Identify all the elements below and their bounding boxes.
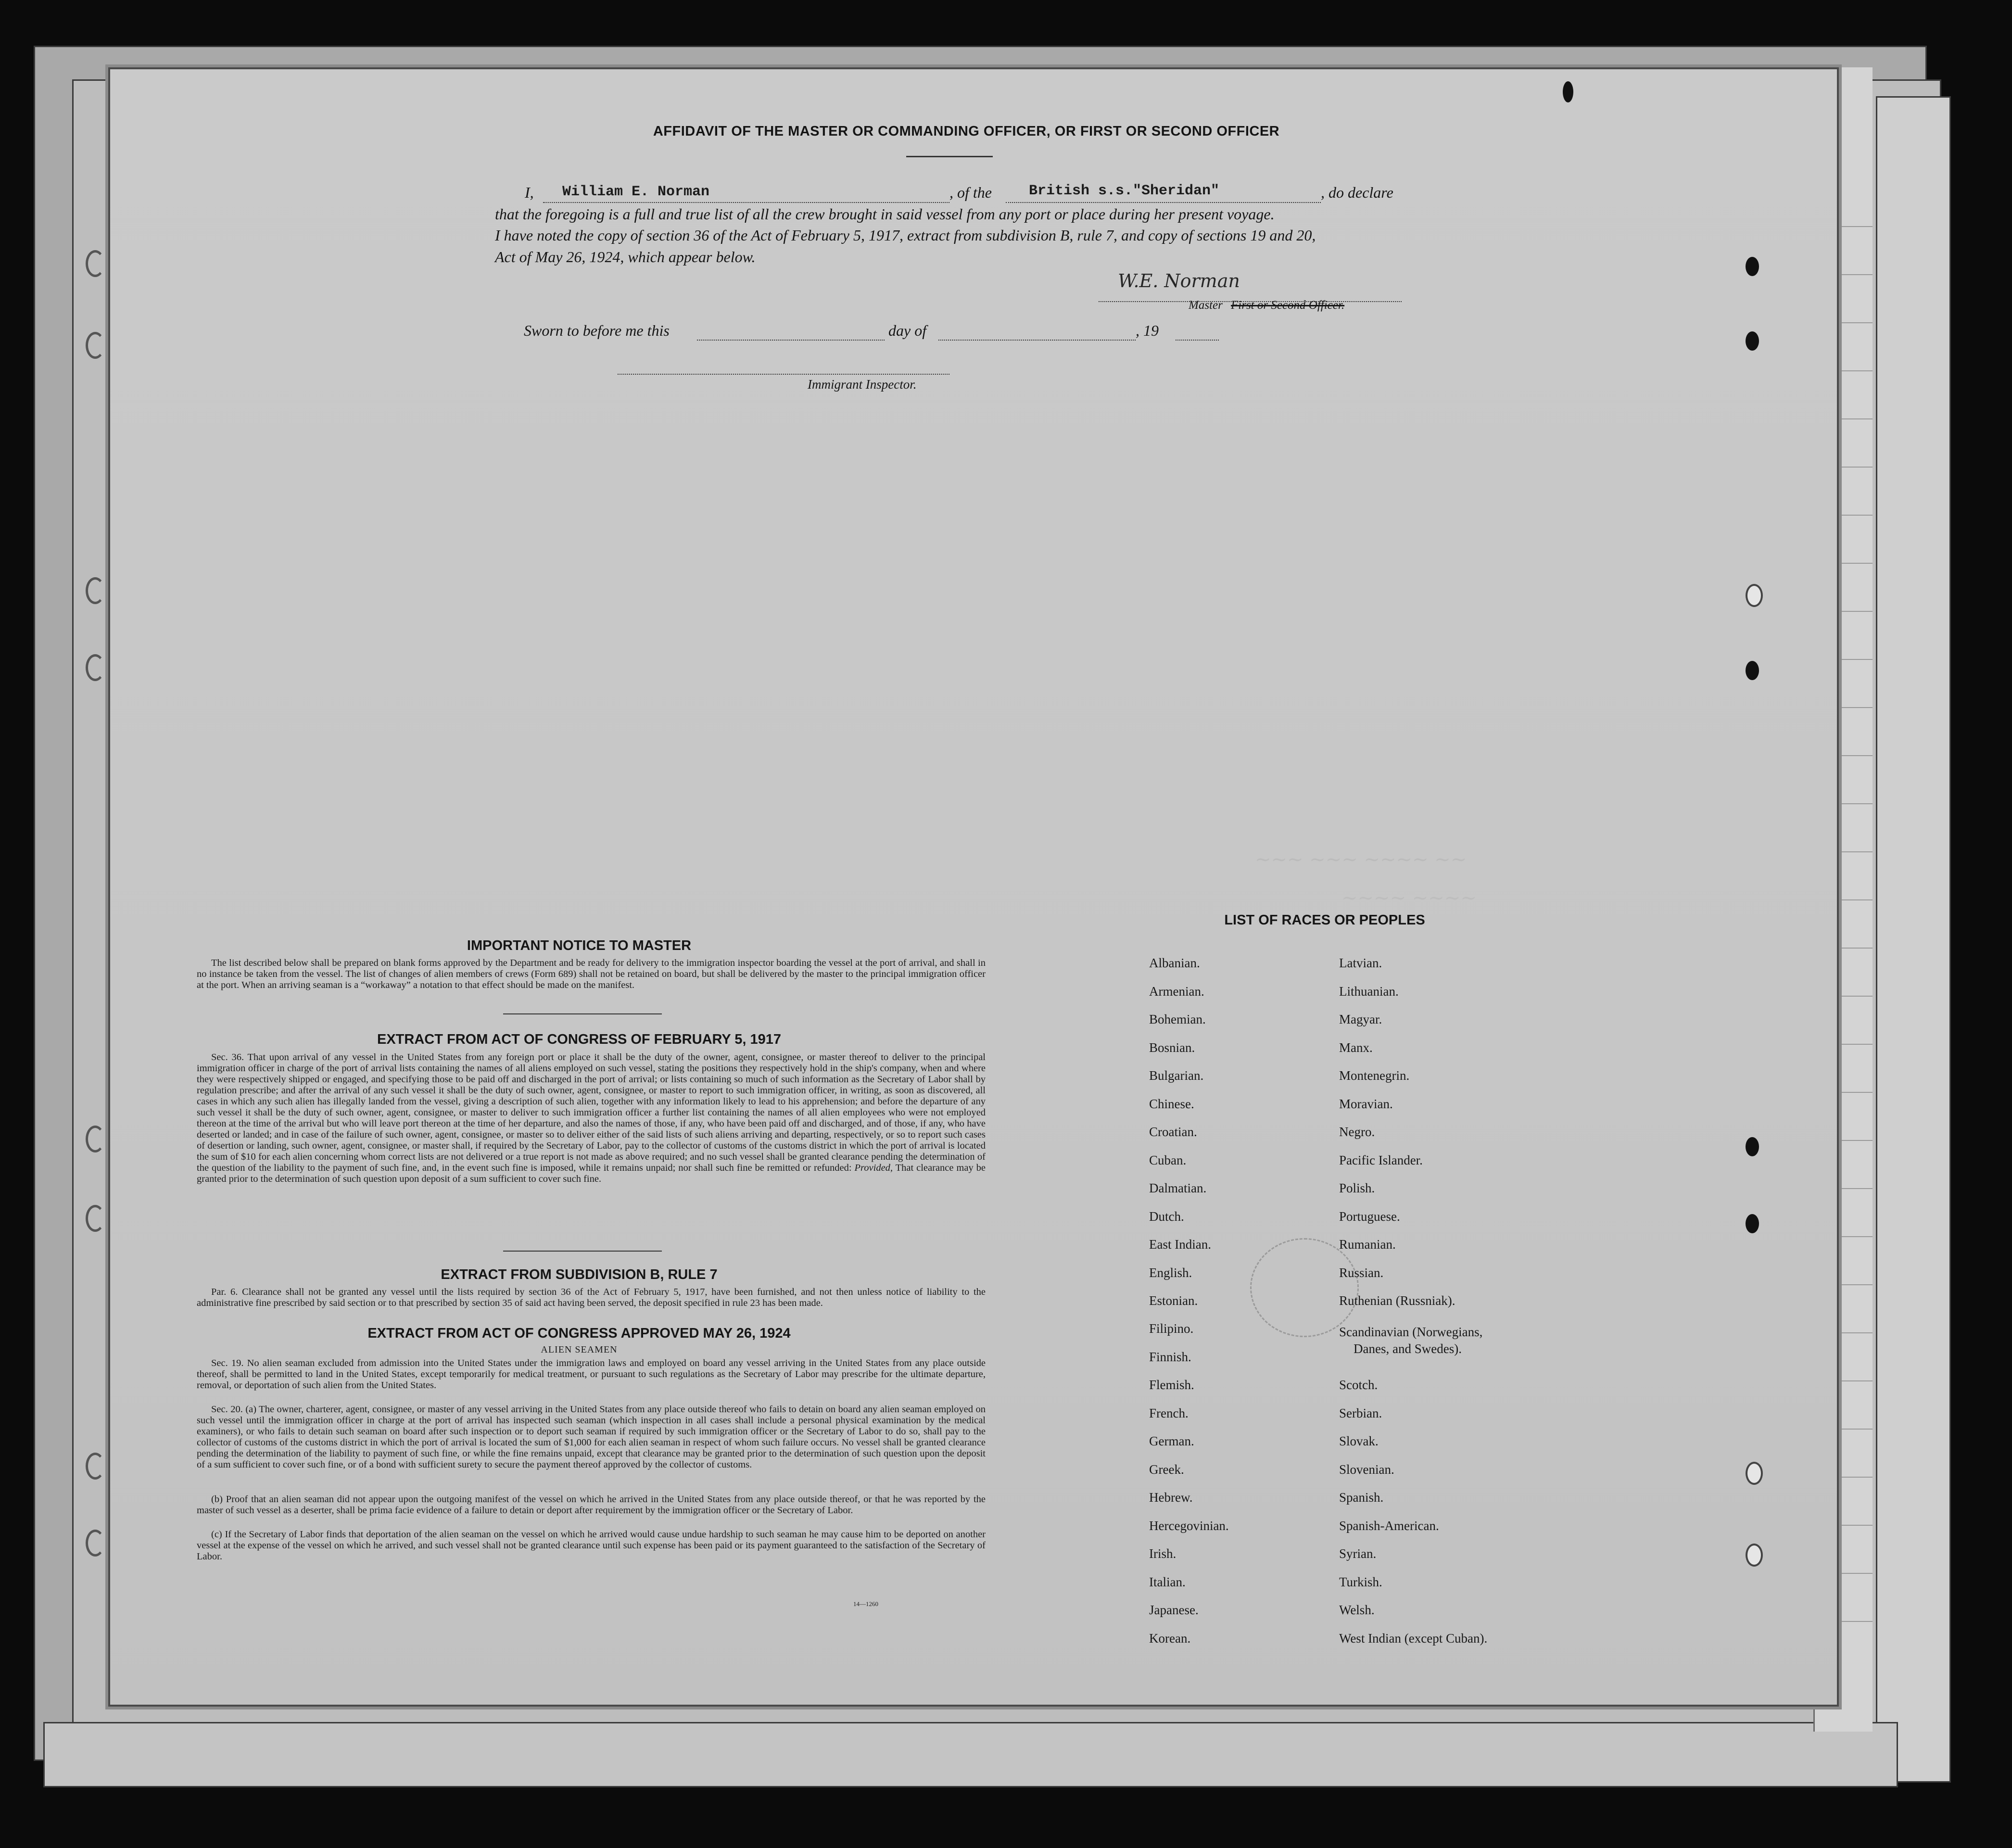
underlying-page-edge: [43, 1722, 1898, 1787]
race-item: Chinese.: [1149, 1097, 1194, 1111]
race-item: Turkish.: [1339, 1575, 1382, 1589]
binding-ring: [86, 1205, 105, 1232]
form-number: 14—1260: [853, 1600, 878, 1608]
race-item: Armenian.: [1149, 984, 1204, 999]
race-item: West Indian (except Cuban).: [1339, 1631, 1488, 1645]
master-label: Master: [1189, 299, 1223, 312]
extract-1924-sec19: Sec. 19. No alien seaman excluded from admission into the United States under the immigration laws and employed on board any vessel arriving in the United States from any place outside thereof, shall be permitted to land in the United States, except temporarily for medical treatment, or pursuant to such regulations as the Secretary of Labor may prescribe for the ultimate departure, removal, or deportation of such alien from the United States.: [197, 1358, 986, 1391]
race-item: Lithuanian.: [1339, 984, 1399, 999]
race-item: Rumanian.: [1339, 1237, 1396, 1252]
of-the-label: , of the: [949, 184, 992, 201]
affidavit-title: AFFIDAVIT OF THE MASTER OR COMMANDING OFFICER, OR FIRST OR SECOND OFFICER: [653, 124, 1280, 139]
vessel-name-field[interactable]: [1006, 185, 1321, 203]
divider: [906, 156, 993, 157]
races-title: LIST OF RACES OR PEOPLES: [1224, 912, 1425, 928]
race-item: Latvian.: [1339, 956, 1382, 970]
master-name-field[interactable]: [543, 185, 949, 203]
bleed-through-handwriting: ~~~~ ~~~~: [1341, 887, 1477, 909]
punch-hole: [1746, 1137, 1759, 1156]
race-item: Scotch.: [1339, 1378, 1378, 1392]
binding-ring: [86, 654, 105, 681]
extract-1924-sec20c: (c) If the Secretary of Labor finds that deportation of the alien seaman on the vessel on which he arrived would cause undue hardship to such seaman he may cause him to be deported on another vessel at the expense of the vessel on which he arrived, and such vessel shall not be granted clearance until such expense has been paid or its payment guaranteed to the satisfaction of the Secretary of Labor.: [197, 1529, 986, 1562]
race-item: Flemish.: [1149, 1378, 1194, 1392]
race-item: Portuguese.: [1339, 1209, 1400, 1224]
race-item: Korean.: [1149, 1631, 1191, 1645]
signature-field[interactable]: [1099, 270, 1402, 302]
extract-1924-sec20a: Sec. 20. (a) The owner, charterer, agent, consignee, or master of any vessel arriving in the United States from any place outside thereof who fails to detain on board any alien seaman employed on such vessel until the immigration officer in charge at the port of arrival has inspected such seaman (which inspection in all cases shall include a personal physical examination by the medical examiners), or who fails to detain such seaman on board after such inspection or to deport such seaman if required by such immigration officer or the Secretary of Labor to do so, shall pay to the collector of customs of the customs district in which the port of arrival is located the sum of $1,000 for each alien seaman in respect of whom such failure occurs. No vessel shall be granted clearance pending the determination of the liability to payment of such fine, or while the fine remains unpaid, except that clearance may be granted prior to the determination of such question upon the deposit of a sum sufficient to cover such fine, or of a bond with sufficient surety to secure the payment thereof approved by the collector of customs.: [197, 1404, 986, 1470]
extract-1917-body: Sec. 36. That upon arrival of any vessel in the United States from any foreign port or place it shall be the duty of the owner, agent, consignee, or master thereof to deliver to the principal immigration officer in charge of the port of arrival lists containing the names of all aliens employed on such vessel, stating the positions they respectively hold in the ship's company, when and where they were respectively shipped or engaged, and specifying those to be paid off and discharged in the port of arrival; or lists containing so much of such information as the Secretary of Labor shall by regulation prescribe; and after the arrival of any such vessel it shall be the duty of such owner, agent, consignee, or master to report to such immigration officer, in writing, as soon as discovered, all cases in which any such alien has illegally landed from the vessel, giving a description of such alien, together with any information likely to lead to his apprehension; and before the departure of any such vessel it shall be the duty of such owner, agent, consignee, or master to deliver to such immigration officer a further list containing the names of all alien employees who were not employed thereon at the time of the arrival but who will leave port thereon at the time of her departure, and also the names of those, if any, who have been paid off and discharged, and of those, if any, who have deserted or landed; and in case of the failure of such owner, agent, consignee, or master so to deliver either of the said lists of such aliens arriving and departing, respectively, or so to report such cases of desertion or landing, such owner, agent, consignee, or master shall, if required by the Secretary of Labor, pay to the collector of customs of the customs district in which the port of arrival is located the sum of $10 for each alien concerning whom correct lists are not delivered or a true report is not made as above required; and no such vessel shall be granted clearance pending the determination of the question of the liability to the payment of such fine, and, in the event such fine is imposed, while it remains unpaid; nor shall such fine be remitted or refunded: Provided, That clearance may be granted prior to the determination of such question upon deposit of a sum sufficient to cover such fine.: [197, 1052, 986, 1184]
race-item: Greek.: [1149, 1462, 1184, 1477]
race-item: Negro.: [1339, 1125, 1375, 1139]
race-item: Italian.: [1149, 1575, 1186, 1589]
race-item: Dutch.: [1149, 1209, 1184, 1224]
sworn-month-field[interactable]: [938, 326, 1136, 341]
inspector-label: Immigrant Inspector.: [808, 377, 917, 392]
race-item: Bohemian.: [1149, 1012, 1206, 1026]
day-of-label: day of: [888, 322, 927, 339]
sworn-year-field[interactable]: [1176, 326, 1219, 341]
race-item: Slovenian.: [1339, 1462, 1394, 1477]
race-item: German.: [1149, 1434, 1194, 1448]
race-item: Filipino.: [1149, 1321, 1194, 1336]
declaration-body-line: that the foregoing is a full and true list of all the crew brought in said vessel from any port or place during her present voyage.: [495, 205, 1275, 223]
race-item: Polish.: [1339, 1181, 1375, 1195]
affidavit-form-page: [108, 67, 1839, 1707]
race-item: Hebrew.: [1149, 1490, 1193, 1505]
race-item: Slovak.: [1339, 1434, 1379, 1448]
race-item: Serbian.: [1339, 1406, 1382, 1420]
divider: [503, 1013, 662, 1014]
race-item: Estonian.: [1149, 1293, 1198, 1308]
extract-1924-subtitle: ALIEN SEAMEN: [541, 1344, 618, 1355]
race-item: Hercegovinian.: [1149, 1519, 1229, 1533]
master-name-value: William E. Norman: [562, 184, 710, 200]
race-item: French.: [1149, 1406, 1189, 1420]
punch-hole: [1746, 331, 1759, 351]
bleed-through-handwriting: ~~~ ~~~ ~~~~ ~~: [1255, 848, 1467, 871]
race-item: Bosnian.: [1149, 1040, 1195, 1055]
race-item: East Indian.: [1149, 1237, 1211, 1252]
race-item: Ruthenian (Russniak).: [1339, 1293, 1455, 1308]
punch-hole: [1746, 661, 1759, 680]
punch-hole: [1746, 1544, 1763, 1567]
race-item: Welsh.: [1339, 1603, 1375, 1617]
vessel-name-value: British s.s."Sheridan": [1029, 183, 1220, 199]
divider: [503, 1251, 662, 1252]
race-item: Albanian.: [1149, 956, 1200, 970]
extract-rule7-body: Par. 6. Clearance shall not be granted any vessel until the lists required by section 36 of the Act of February 5, 1917, have been furnished, and not then unless notice of liability to the administrative fine prescribed by said section or to that prescribed by section 35 of said act having been served, the deposit specified in rule 23 has been made.: [197, 1287, 986, 1308]
race-item: Pacific Islander.: [1339, 1153, 1423, 1167]
race-item: Russian.: [1339, 1266, 1384, 1280]
year-label: , 19: [1136, 322, 1159, 339]
race-item: Bulgarian.: [1149, 1068, 1204, 1083]
race-item: Danes, and Swedes).: [1354, 1342, 1462, 1356]
underlying-page-edge: [1876, 96, 1951, 1783]
binding-ring: [86, 1530, 105, 1557]
faint-stamp-impression: [1250, 1238, 1359, 1337]
notice-title: IMPORTANT NOTICE TO MASTER: [467, 938, 692, 953]
race-item: Dalmatian.: [1149, 1181, 1207, 1195]
race-item: Moravian.: [1339, 1097, 1393, 1111]
declaration-prefix: I,: [525, 184, 534, 201]
race-item: Scandinavian (Norwegians,: [1339, 1325, 1483, 1339]
punch-hole: [1746, 257, 1759, 276]
race-item: Croatian.: [1149, 1125, 1197, 1139]
race-item: Montenegrin.: [1339, 1068, 1410, 1083]
extract-1924-sec20b: (b) Proof that an alien seaman did not appear upon the outgoing manifest of the vessel on which he arrived in the United States from any place outside thereof, or that he was reported by the master of such vessel as a deserter, shall be prima facie evidence of a failure to detain or deport after requirement by the immigration officer or the Secretary of Labor.: [197, 1494, 986, 1516]
race-item: English.: [1149, 1266, 1192, 1280]
do-declare-label: , do declare: [1321, 184, 1393, 201]
punch-hole: [1563, 81, 1573, 102]
binding-ring: [86, 1453, 105, 1480]
binding-ring: [86, 250, 105, 277]
race-item: Japanese.: [1149, 1603, 1199, 1617]
extract-1924-title: EXTRACT FROM ACT OF CONGRESS APPROVED MAY 26, 1924: [367, 1326, 791, 1341]
master-signature: W.E. Norman: [1118, 270, 1240, 291]
extract-1917-title: EXTRACT FROM ACT OF CONGRESS OF FEBRUARY 5, 1917: [377, 1032, 782, 1047]
race-item: Manx.: [1339, 1040, 1373, 1055]
race-item: Finnish.: [1149, 1350, 1191, 1364]
sworn-day-field[interactable]: [697, 326, 885, 341]
punch-hole: [1746, 1214, 1759, 1233]
declaration-body-line: I have noted the copy of section 36 of the Act of February 5, 1917, extract from subdivision B, rule 7, and copy of sections 19 and 20,: [495, 227, 1316, 244]
inspector-signature-field[interactable]: [618, 369, 949, 375]
extract-rule7-title: EXTRACT FROM SUBDIVISION B, RULE 7: [441, 1267, 718, 1282]
binding-ring: [86, 1126, 105, 1152]
race-item: Cuban.: [1149, 1153, 1187, 1167]
binding-ring: [86, 332, 105, 359]
race-item: Spanish.: [1339, 1490, 1384, 1505]
notice-body: The list described below shall be prepared on blank forms approved by the Department and be ready for delivery to the immigration inspector boarding the vessel at the port of arrival, and shall in no instance be taken from the vessel. The list of changes of alien members of crews (Form 689) shall not be retained on board, but shall be delivered by the master to the principal immigration officer at the port. When an arriving seaman is a “workaway” a notation to that effect should be made on the manifest.: [197, 958, 986, 990]
binding-ring: [86, 577, 105, 604]
race-item: Magyar.: [1339, 1012, 1382, 1026]
punch-hole: [1746, 584, 1763, 607]
race-item: Spanish-American.: [1339, 1519, 1439, 1533]
race-item: Irish.: [1149, 1546, 1177, 1561]
sworn-label: Sworn to before me this: [524, 322, 670, 339]
struck-officer-label: First or Second Officer.: [1231, 299, 1345, 312]
declaration-body-line: Act of May 26, 1924, which appear below.: [495, 248, 756, 266]
race-item: Syrian.: [1339, 1546, 1377, 1561]
punch-hole: [1746, 1462, 1763, 1485]
